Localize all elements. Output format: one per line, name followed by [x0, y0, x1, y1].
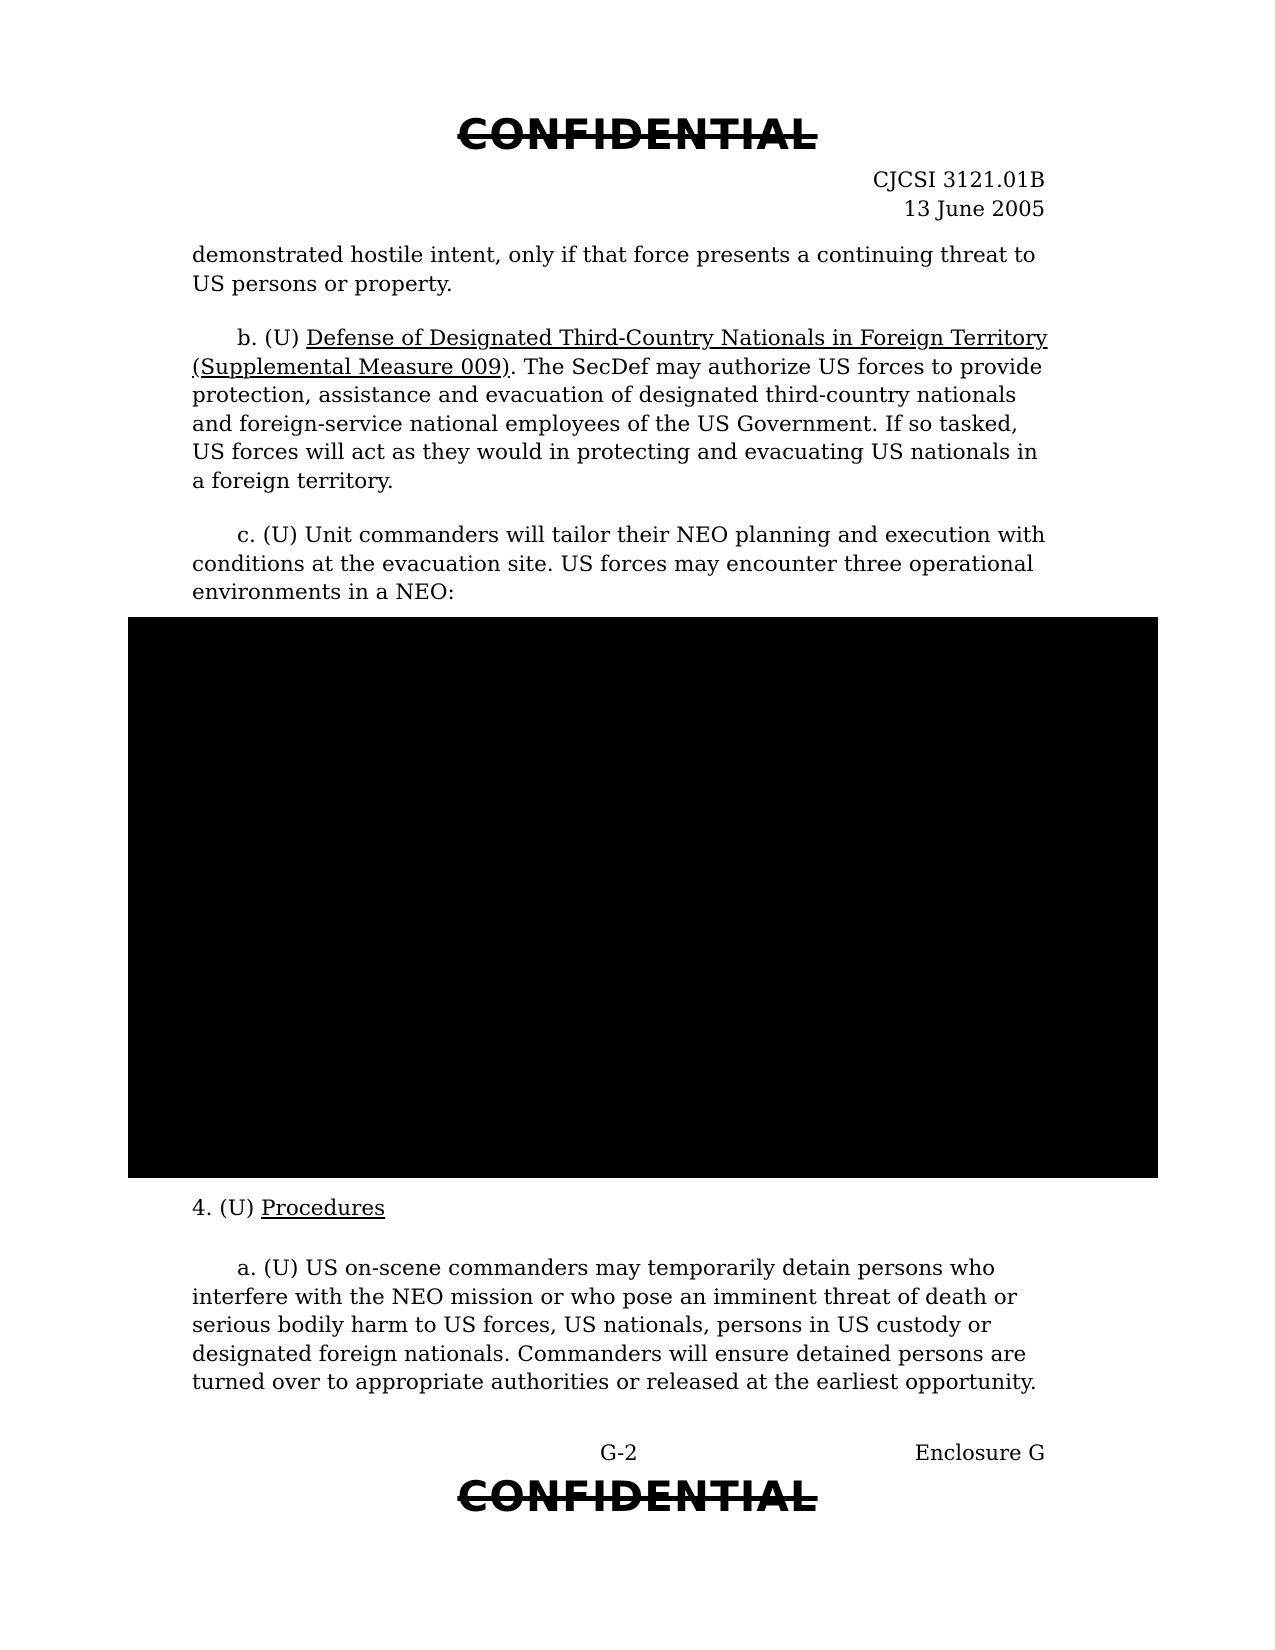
section-4-label: 4. (U)	[192, 1196, 262, 1221]
classification-marking-top: CONFIDENTIAL	[457, 110, 818, 159]
paragraph-b-title: Defense of Designated Third-Country Nationals in Foreign Territory (Supplemental Measure 009)	[192, 326, 1048, 380]
section-4-heading	[192, 1195, 385, 1224]
continuation-text: demonstrated hostile intent, only if that force presents a continuing threat to US persons or property.	[192, 243, 1036, 297]
paragraph-b-label: b. (U)	[237, 326, 307, 351]
page-number: G-2	[600, 1441, 638, 1465]
paragraph-c	[192, 522, 1056, 608]
continuation-paragraph	[192, 242, 1056, 299]
paragraph-4a	[192, 1255, 1056, 1398]
enclosure-label: Enclosure G	[914, 1441, 1045, 1465]
classification-marking-bottom: CONFIDENTIAL	[457, 1472, 818, 1521]
paragraph-4a-label: a. (U)	[237, 1256, 306, 1281]
paragraph-c-text: Unit commanders will tailor their NEO planning and execution with conditions at the evacuation site. US forces may encounter three operational environments in a NEO:	[192, 523, 1046, 605]
paragraph-4a-text: US on-scene commanders may temporarily detain persons who interfere with the NEO mission or who pose an imminent threat of death or serious bodily harm to US forces, US nationals, persons in US custody or designated foreign nationals. Commanders will ensure detained persons are turned over to appropriate authorities or released at the earliest opportunity.	[192, 1256, 1037, 1395]
paragraph-b	[192, 325, 1056, 496]
paragraph-c-label: c. (U)	[237, 523, 305, 548]
paragraph-b-text: . The SecDef may authorize US forces to provide protection, assistance and evacuation of designated third-country nationals and foreign-service national employees of the US Government. If so tasked, US forces will act as they would in protecting and evacuating US nationals in a foreign territory.	[192, 354, 1043, 494]
section-4-title: Procedures	[261, 1196, 386, 1221]
document-number: CJCSI 3121.01B	[872, 168, 1045, 192]
document-date: 13 June 2005	[903, 197, 1045, 221]
document-identifier	[873, 166, 1045, 224]
redaction-block	[128, 617, 1158, 1178]
